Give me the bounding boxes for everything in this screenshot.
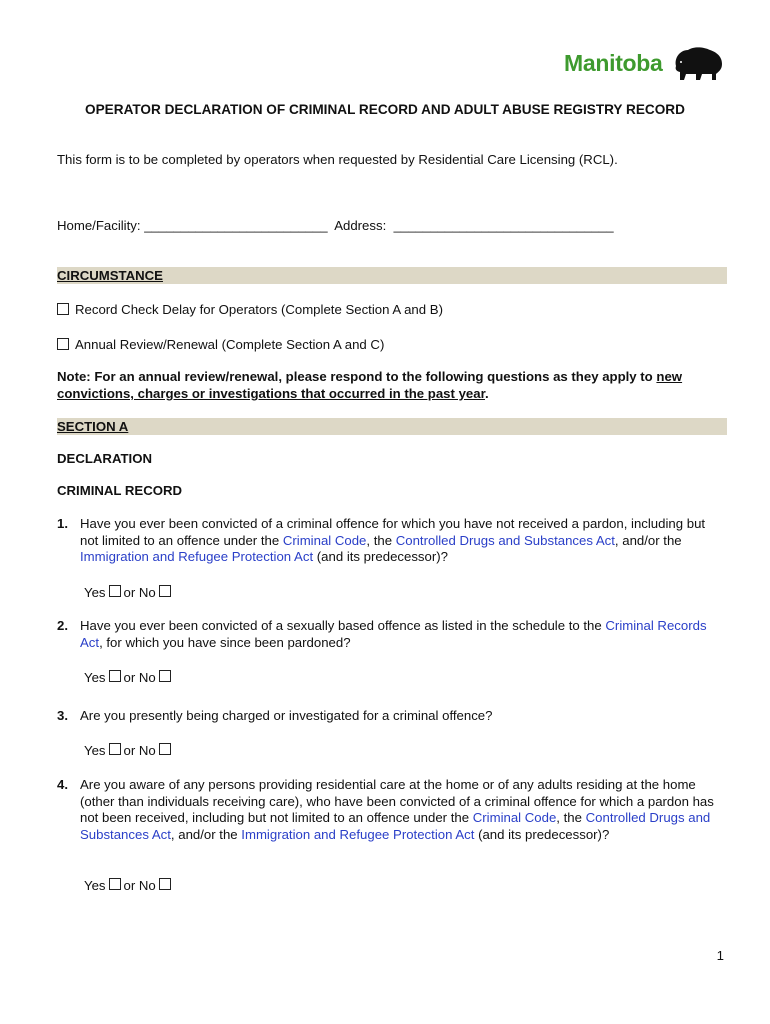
logo-text: Manitoba: [564, 50, 663, 76]
manitoba-logo: [564, 44, 724, 84]
immigration-act-link[interactable]: Immigration and Refugee Protection Act: [80, 549, 314, 564]
no-label: or No: [123, 878, 156, 893]
no-label: or No: [123, 743, 156, 758]
option-record-check-delay[interactable]: [57, 302, 443, 317]
page-number: 1: [716, 948, 724, 963]
bison-icon: [672, 44, 724, 84]
question-1: [57, 516, 727, 566]
q-text: Have you ever been convicted of a sexually based offence as listed in the schedule to the: [80, 618, 606, 633]
q-text: Are you aware of any persons providing residential care at the home or of any adults residing at the home (other than individuals receiving care), who have been convicted of a criminal offence for which a pardon has not been received, including but not limited to an offence under the: [80, 777, 714, 825]
annual-review-note: [57, 368, 727, 402]
question-3: [57, 708, 727, 725]
question-number: 4.: [57, 777, 68, 792]
no-label: or No: [123, 670, 156, 685]
home-facility-field[interactable]: _________________________: [144, 218, 328, 233]
yes-label: Yes: [84, 670, 106, 685]
question-4: [57, 777, 727, 843]
note-end: .: [484, 386, 489, 401]
address-label: Address:: [334, 218, 387, 233]
section-a-heading: SECTION A: [57, 418, 727, 435]
immigration-act-link[interactable]: Immigration and Refugee Protection Act: [241, 826, 475, 842]
option-label: Annual Review/Renewal (Complete Section A and C): [75, 337, 385, 352]
no-checkbox[interactable]: [159, 878, 171, 890]
question-number: 2.: [57, 618, 68, 633]
yes-checkbox[interactable]: [109, 743, 121, 755]
question-number: 1.: [57, 516, 68, 531]
q-text: , and/or the: [170, 826, 242, 842]
no-checkbox[interactable]: [159, 743, 171, 755]
yes-label: Yes: [84, 878, 106, 893]
question-2-yes-no: [84, 670, 174, 685]
criminal-code-link[interactable]: Criminal Code: [282, 532, 367, 548]
yes-checkbox[interactable]: [109, 878, 121, 890]
question-text: [80, 708, 727, 725]
q-text: (and its predecessor)?: [313, 549, 448, 564]
question-2: [57, 618, 727, 651]
criminal-records-act-link[interactable]: Criminal Records Act: [80, 618, 707, 650]
no-checkbox[interactable]: [159, 670, 171, 682]
q-text: Have you ever been convicted of a criminal offence for which you have not received a pardon, including but not limited to an offence under the: [80, 516, 706, 548]
option-label: Record Check Delay for Operators (Complete Section A and B): [75, 302, 443, 317]
question-text: [80, 516, 727, 566]
no-checkbox[interactable]: [159, 585, 171, 597]
question-text: [80, 777, 727, 843]
yes-checkbox[interactable]: [109, 670, 121, 682]
home-address-row: [57, 218, 614, 233]
question-4-yes-no: [84, 878, 174, 893]
yes-checkbox[interactable]: [109, 585, 121, 597]
question-1-yes-no: [84, 585, 174, 600]
address-field[interactable]: ______________________________: [393, 218, 614, 233]
controlled-drugs-act-link[interactable]: Controlled Drugs and Substances Act: [80, 810, 711, 842]
criminal-code-link[interactable]: Criminal Code: [472, 810, 557, 825]
criminal-record-heading: CRIMINAL RECORD: [57, 483, 183, 498]
home-facility-label: Home/Facility:: [57, 218, 141, 233]
yes-label: Yes: [84, 743, 106, 758]
checkbox[interactable]: [57, 303, 69, 315]
question-text: [80, 618, 727, 651]
page-title: OPERATOR DECLARATION OF CRIMINAL RECORD AND ADULT ABUSE REGISTRY RECORD: [85, 102, 685, 117]
question-number: 3.: [57, 708, 68, 723]
q-text: Are you presently being charged or investigated for a criminal offence?: [80, 708, 493, 723]
declaration-heading: DECLARATION: [57, 451, 152, 466]
option-annual-review[interactable]: [57, 337, 384, 352]
controlled-drugs-act-link[interactable]: Controlled Drugs and Substances Act: [395, 532, 615, 548]
q-text: (and its predecessor)?: [474, 826, 610, 842]
checkbox[interactable]: [57, 338, 69, 350]
q-text: , the: [556, 810, 586, 825]
q-text: , for which you have since been pardoned?: [99, 634, 351, 650]
circumstance-heading: CIRCUMSTANCE: [57, 267, 727, 284]
note-lead: Note: For an annual review/renewal, please respond to the following questions as they apply to: [57, 369, 657, 384]
intro-text: This form is to be completed by operators when requested by Residential Care Licensing (RCL).: [57, 152, 618, 167]
q-text: , and/or the: [614, 532, 682, 548]
no-label: or No: [123, 585, 156, 600]
q-text: , the: [366, 532, 396, 548]
yes-label: Yes: [84, 585, 106, 600]
question-3-yes-no: [84, 743, 174, 758]
note-underlined: new convictions, charges or investigations that occurred in the past year: [57, 369, 683, 401]
